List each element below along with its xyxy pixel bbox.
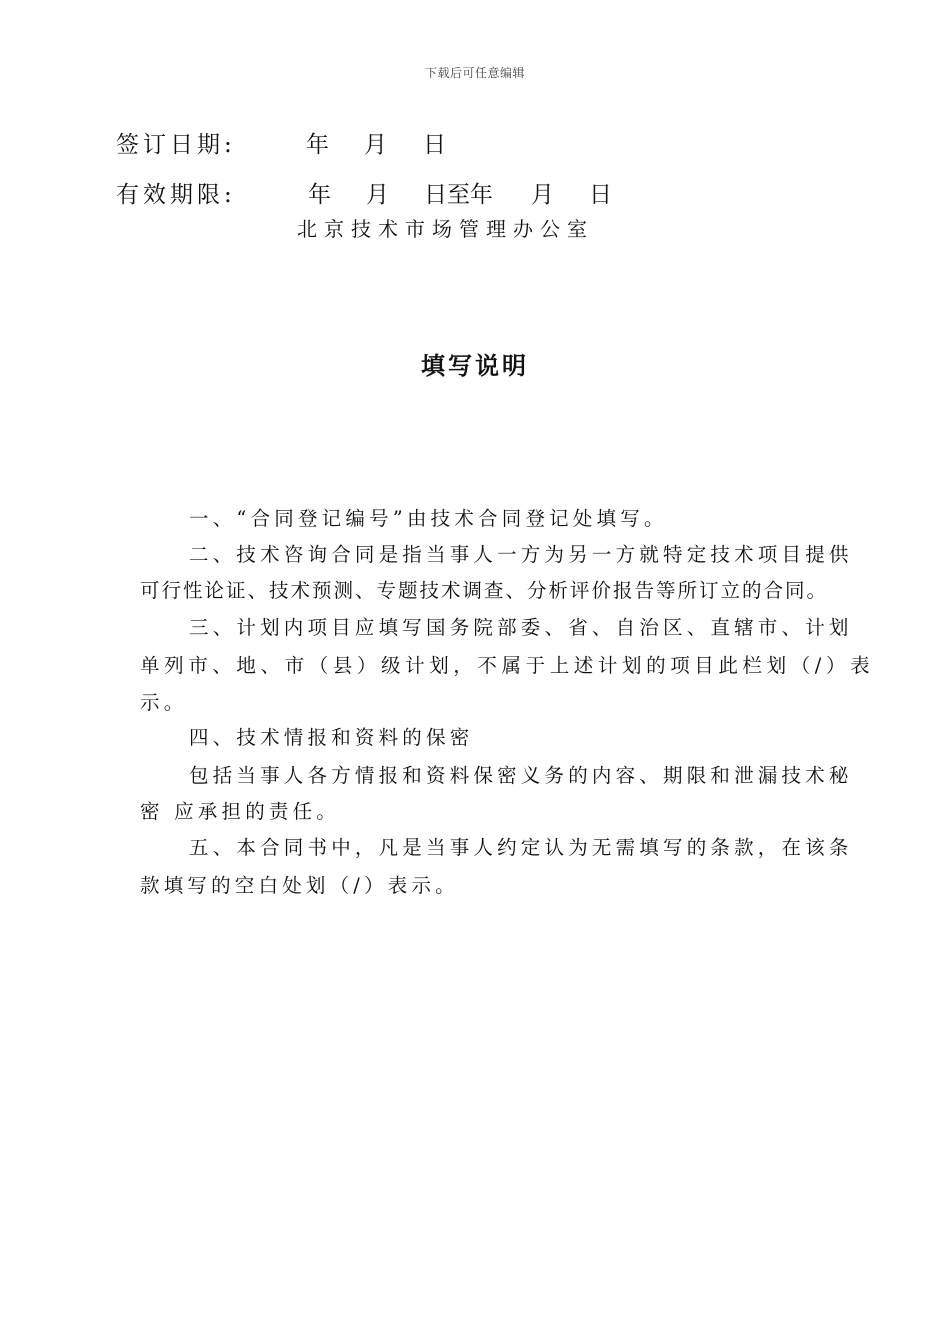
instruction-item-4-line-1: 包括当事人各方情报和资料保密义务的内容、期限和泄漏技术秘: [189, 764, 853, 787]
instruction-item-4-line-2: 密 应承担的责任。: [140, 800, 340, 823]
signing-date-month: 月: [364, 132, 387, 158]
instruction-item-3-line-3: 示。: [140, 691, 188, 714]
signing-date-label: 签订日期:: [116, 132, 236, 158]
signing-date-year: 年: [306, 132, 329, 158]
validity-year: 年: [308, 182, 331, 208]
signing-date-day: 日: [423, 132, 446, 158]
validity-day-end: 日: [589, 182, 612, 208]
instruction-item-3-line-1: 三、计划内项目应填写国务院部委、省、自治区、直辖市、计划: [189, 616, 853, 639]
instruction-item-1: 一、“合同登记编号”由技术合同登记处填写。: [189, 507, 668, 530]
instruction-item-2-line-2: 可行性论证、技术预测、专题技术调查、分析评价报告等所订立的合同。: [140, 579, 829, 602]
validity-day-to-year: 日至年: [424, 182, 493, 208]
instruction-item-5-line-2: 款填写的空白处划（/）表示。: [140, 874, 459, 897]
page-title: 填写说明: [421, 352, 529, 380]
validity-label: 有效期限:: [116, 182, 236, 208]
header-note: 下载后可任意编辑: [424, 66, 525, 80]
instruction-item-4-title: 四、技术情报和资料的保密: [189, 726, 474, 749]
instruction-item-5-line-1: 五、本合同书中，凡是当事人约定认为无需填写的条款，在该条: [189, 836, 853, 859]
instruction-item-3-line-2: 单列市、地、市（县）级计划，不属于上述计划的项目此栏划（/）表: [140, 654, 875, 677]
instruction-item-2-line-1: 二、技术咨询合同是指当事人一方为另一方就特定技术项目提供: [189, 543, 853, 566]
validity-month-end: 月: [531, 182, 554, 208]
office-name: 北京技术市场管理办公室: [297, 217, 594, 241]
validity-month: 月: [366, 182, 389, 208]
